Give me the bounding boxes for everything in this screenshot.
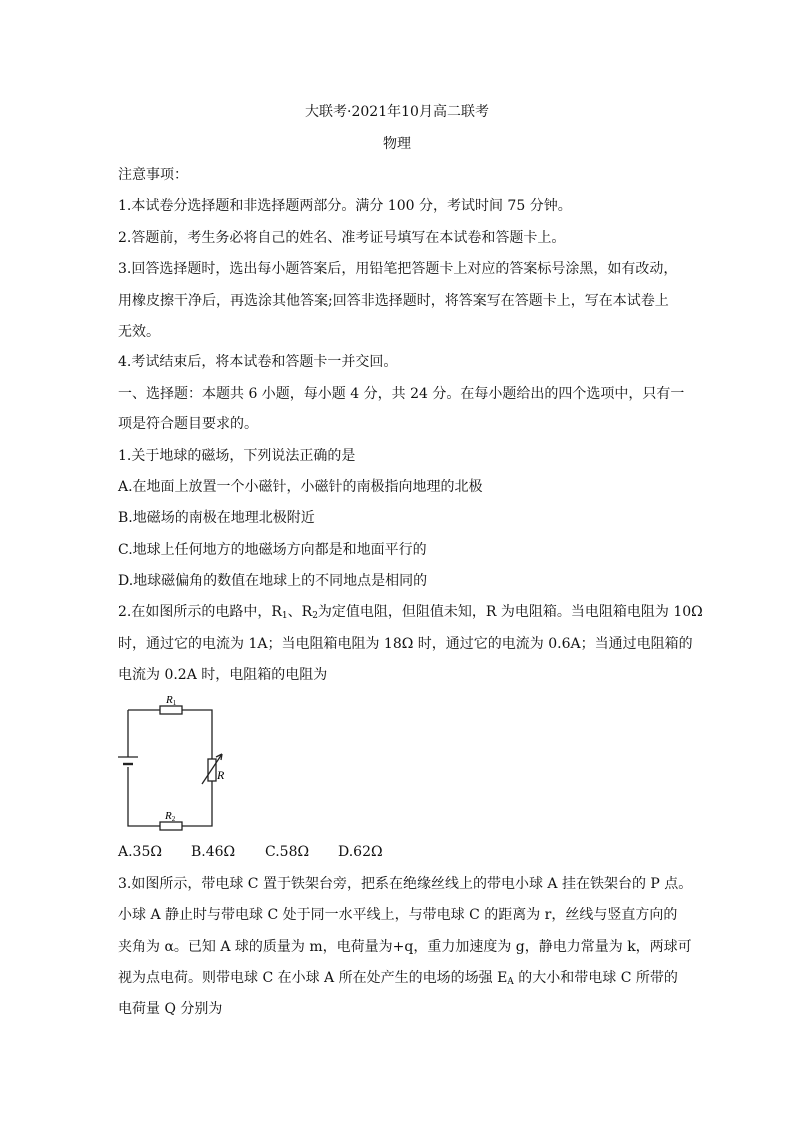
q2-sub-1: 1	[281, 611, 288, 621]
question-2-option-c: C.58Ω	[265, 844, 310, 860]
question-1-option-b: B.地磁场的南极在地理北极附近	[118, 510, 315, 526]
section-heading: 一、选择题：本题共 6 小题，每小题 4 分，共 24 分。在每小题给出的四个选项中，只有一	[118, 386, 685, 402]
question-2-option-b: B.46Ω	[191, 844, 236, 860]
notice-item-3: 3.回答选择题时，选出每小题答案后，用铅笔把答题卡上对应的答案标号涂黑，如有改动，	[118, 261, 678, 277]
question-1-stem: 1.关于地球的磁场，下列说法正确的是	[118, 448, 356, 464]
question-3-line-5: 电荷量 Q 分别为	[118, 1001, 223, 1017]
q3-text-b: 的大小和带电球 C 所带的	[513, 970, 678, 986]
subject-title: 物理	[383, 136, 411, 152]
q2-text-c: 为定值电阻，但阻值未知，R 为电阻箱。当电阻箱电阻为 10Ω	[317, 604, 703, 620]
question-3-line-2: 小球 A 静止时与带电球 C 处于同一水平线上，与带电球 C 的距离为 r，丝线与竖直方向的	[118, 907, 678, 923]
wire-top	[128, 710, 212, 759]
q2-text-a: 2.在如图所示的电路中，R	[118, 604, 282, 620]
question-2-option-a: A.35Ω	[118, 844, 162, 860]
question-1-option-c: C.地球上任何地方的地磁场方向都是和地面平行的	[118, 542, 427, 558]
resistor-r2	[160, 822, 182, 830]
notice-heading: 注意事项：	[118, 167, 188, 183]
label-r1: R1	[166, 694, 177, 707]
question-2-option-d: D.62Ω	[338, 844, 383, 860]
question-2-line-3: 电流为 0.2A 时，电阻箱的电阻为	[118, 667, 328, 683]
notice-item-4: 4.考试结束后，将本试卷和答题卡一并交回。	[118, 354, 398, 370]
circuit-diagram	[118, 694, 228, 834]
resistor-r1	[160, 706, 182, 714]
section-heading-cont: 项是符合题目要求的。	[118, 416, 258, 432]
question-3-line-4	[118, 968, 678, 988]
notice-item-3-end: 无效。	[118, 324, 160, 340]
question-3-line-3: 夹角为 α。已知 A 球的质量为 m，电荷量为+q，重力加速度为 g，静电力常量为 k，两球可	[118, 939, 692, 955]
label-r: R	[217, 768, 225, 782]
q3-sub-a: A	[507, 977, 514, 987]
question-3-line-1: 3.如图所示，带电球 C 置于铁架台旁，把系在绝缘丝线上的带电小球 A 挂在铁架台的 P 点。	[118, 876, 693, 892]
question-1-option-a: A.在地面上放置一个小磁针，小磁针的南极指向地理的北极	[118, 479, 483, 495]
q3-text-a: 视为点电荷。则带电球 C 在小球 A 所在处产生的电场的场强 E	[118, 970, 508, 986]
question-2-line-2: 时，通过它的电流为 1A；当电阻箱电阻为 18Ω 时，通过它的电流为 0.6A；当通过电阻箱的	[118, 636, 693, 652]
exam-title: 大联考·2021年10月高二联考	[305, 104, 489, 120]
question-2-line-1	[118, 602, 703, 622]
q2-sub-2: 2	[312, 611, 318, 621]
notice-item-1: 1.本试卷分选择题和非选择题两部分。满分 100 分，考试时间 75 分钟。	[118, 198, 572, 214]
label-r2: R2	[165, 810, 176, 823]
notice-item-2: 2.答题前，考生务必将自己的姓名、准考证号填写在本试卷和答题卡上。	[118, 230, 566, 246]
q2-text-b: 、R	[287, 604, 313, 620]
notice-item-3-cont: 用橡皮擦干净后，再选涂其他答案;回答非选择题时，将答案写在答题卡上，写在本试卷上	[118, 293, 669, 309]
question-1-option-d: D.地球磁偏角的数值在地球上的不同地点是相同的	[118, 573, 428, 589]
